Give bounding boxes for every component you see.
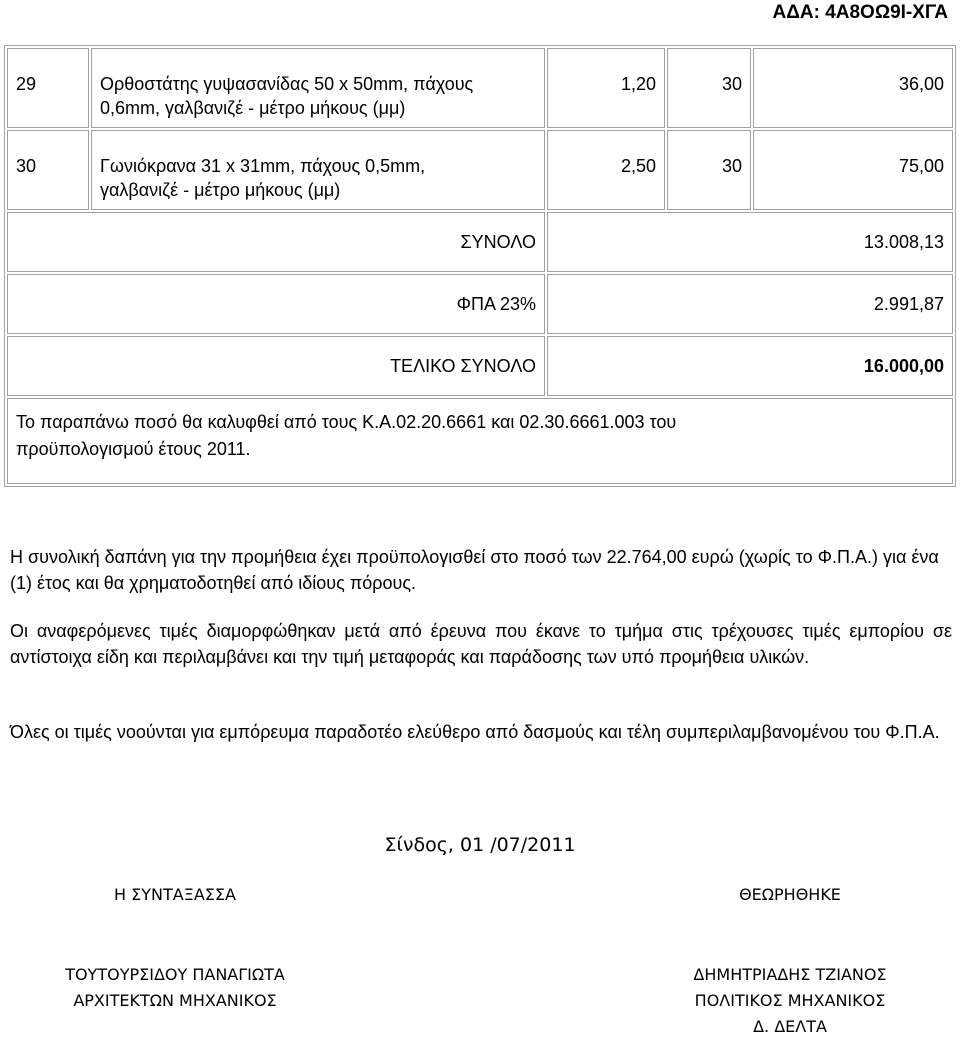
- vat-row: [7, 274, 953, 334]
- approver-role: ΠΟΛΙΤΙΚΟΣ ΜΗΧΑΝΙΚΟΣ: [694, 991, 886, 1010]
- items-table: [4, 45, 956, 487]
- funding-note-line: Το παραπάνω ποσό θα καλυφθεί από τους Κ.Α.02.20.6661 και 02.30.6661.003 του: [16, 412, 677, 432]
- item-quantity: 30: [667, 130, 751, 210]
- approver-title: ΘΕΩΡΗΘΗΚΕ: [739, 885, 841, 904]
- place-date: Σίνδος, 01 /07/2011: [384, 834, 576, 856]
- author-name: ΤΟΥΤΟΥΡΣΙΔΟΥ ΠΑΝΑΓΙΩΤΑ: [65, 965, 285, 984]
- item-description-line: γαλβανιζέ - μέτρο μήκους (μμ): [100, 180, 341, 200]
- author-details: [30, 962, 320, 1014]
- item-description: [91, 48, 545, 128]
- item-number: 30: [7, 130, 89, 210]
- total-row: [7, 336, 953, 396]
- item-quantity: 30: [667, 48, 751, 128]
- subtotal-value: 13.008,13: [547, 212, 953, 272]
- funding-note-row: [7, 398, 953, 484]
- author-role: ΑΡΧΙΤΕΚΤΩΝ ΜΗΧΑΝΙΚΟΣ: [73, 991, 277, 1010]
- subtotal-label: ΣΥΝΟΛΟ: [7, 212, 545, 272]
- vat-label: ΦΠΑ 23%: [7, 274, 545, 334]
- funding-note-line: προϋπολογισμού έτους 2011.: [16, 439, 251, 459]
- budget-paragraph: Η συνολική δαπάνη για την προμήθεια έχει προϋπολογισθεί στο ποσό των 22.764,00 ευρώ (χωρίς το Φ.Π.Α.) για ένα (1) έτος και θα χρηματοδοτηθεί από ιδίους πόρους.: [10, 547, 939, 593]
- item-number: 29: [7, 48, 89, 128]
- item-description-line: Ορθοστάτης γυψασανίδας 50 x 50mm, πάχους: [100, 74, 474, 94]
- table-row: [7, 48, 953, 128]
- total-value: 16.000,00: [547, 336, 953, 396]
- item-total: 75,00: [753, 130, 953, 210]
- ada-code: ΑΔΑ: 4Α8ΟΩ9Ι-ΧΓΑ: [772, 2, 948, 23]
- approver-details: [640, 962, 940, 1040]
- item-unit-price: 2,50: [547, 130, 665, 210]
- funding-note: [7, 398, 953, 484]
- pricing-paragraph: Οι αναφερόμενες τιμές διαμορφώθηκαν μετά από έρευνα που έκανε το τμήμα στις τρέχουσες τιμές εμπορίου σε αντίστοιχα είδη και περιλαμβάνει και την τιμή μεταφοράς και παράδοσης των υπό προμήθεια υλικών.: [10, 621, 952, 667]
- vat-value: 2.991,87: [547, 274, 953, 334]
- subtotal-row: [7, 212, 953, 272]
- item-description: [91, 130, 545, 210]
- author-block: [30, 882, 320, 908]
- approver-name: ΔΗΜΗΤΡΙΑΔΗΣ ΤΖΙΑΝΟΣ: [693, 965, 887, 984]
- item-total: 36,00: [753, 48, 953, 128]
- approver-department: Δ. ΔΕΛΤΑ: [753, 1017, 827, 1036]
- author-title: Η ΣΥΝΤΑΞΑΣΣΑ: [114, 885, 236, 904]
- item-description-line: Γωνιόκρανα 31 x 31mm, πάχους 0,5mm,: [100, 156, 426, 176]
- item-unit-price: 1,20: [547, 48, 665, 128]
- table-row: [7, 130, 953, 210]
- approver-block: [640, 882, 940, 908]
- total-label: ΤΕΛΙΚΟ ΣΥΝΟΛΟ: [7, 336, 545, 396]
- terms-paragraph: Όλες οι τιμές νοούνται για εμπόρευμα παραδοτέο ελεύθερο από δασμούς και τέλη συμπεριλαμβανομένου του Φ.Π.Α.: [10, 722, 940, 742]
- item-description-line: 0,6mm, γαλβανιζέ - μέτρο μήκους (μμ): [100, 98, 406, 118]
